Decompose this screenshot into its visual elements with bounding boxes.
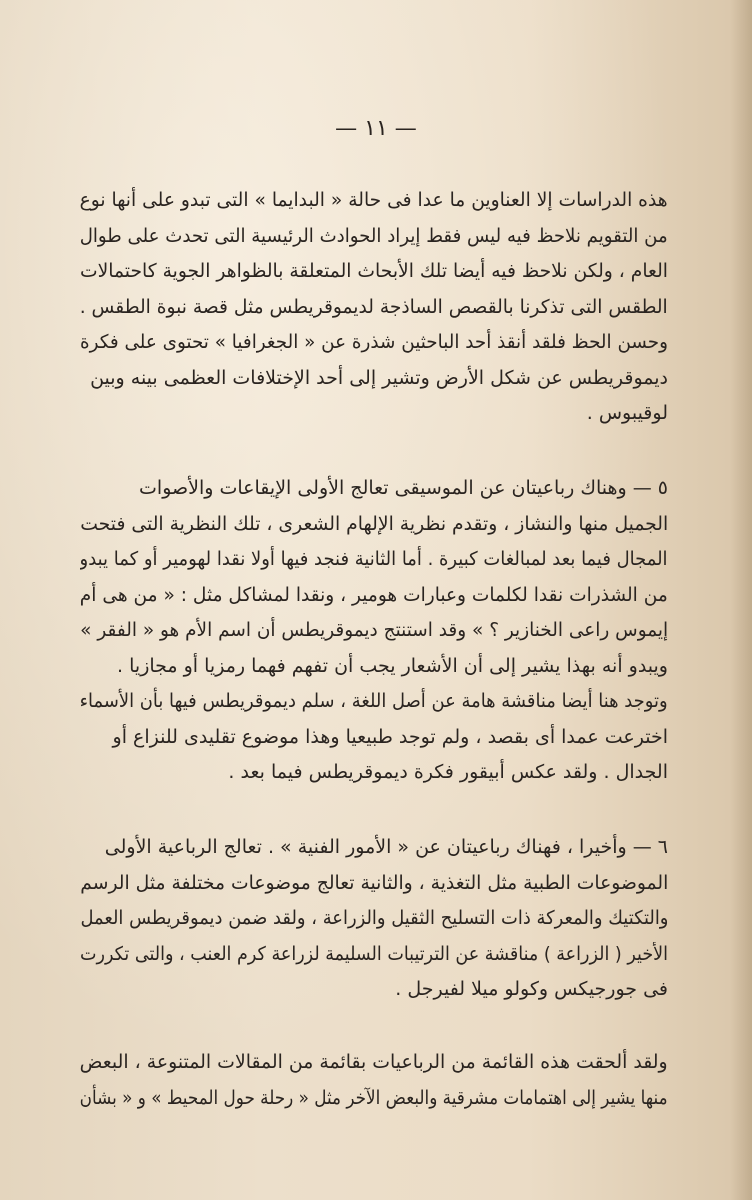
paragraph-1 [80,183,668,432]
text-line: والتكتيك والمعركة ذات التسليح الثقيل والزراعة ، ولقد ضمن ديموقريطس العمل [80,907,668,929]
text-line: اخترعت عمدا أى بقصد ، ولم توجد طبيعيا وهذا موضوع تقليدى للنزاع أو [112,725,668,748]
text-line: الجميل منها والنشاز ، وتقدم نظرية الإلهام الشعرى ، تلك النظرية التى فتحت [80,512,668,535]
text-line: ٥ — وهناك رباعيتان عن الموسيقى تعالج الأولى الإيقاعات والأصوات [139,477,668,499]
paragraph-4 [80,1045,668,1116]
text-line: الموضوعات الطبية مثل التغذية ، والثانية تعالج موضوعات مختلفة مثل الرسم [80,871,668,894]
text-line: من الشذرات نقدا لكلمات وعبارات هومير ، ونقدا لمشاكل مثل : « من هى أم [80,583,668,606]
text-line: المجال فيما بعد لمبالغات كبيرة . أما الثانية فنجد فيها أولا نقدا لهومير أو كما يبدو [80,548,668,570]
text-line: من التقويم نلاحظ فيه ليس فقط إيراد الحوادث الرئيسية التى تحدث على طوال [80,224,668,247]
text-line: فى جورجيكس وكولو ميلا لفيرجل . [395,978,668,1000]
page-edge-shadow [730,0,752,1200]
text-line: الأخير ( الزراعة ) مناقشة عن الترتيبات السليمة لزراعة كرم العنب ، والتى تكررت [80,942,668,965]
paragraph-3 [80,830,668,1008]
text-line: لوقيبوس . [586,402,668,424]
text-line: منها يشير إلى اهتمامات مشرقية والبعض الآخر مثل « رحلة حول المحيط » و « بشأن [80,1086,668,1109]
text-line: ٦ — وأخيرا ، فهناك رباعيتان عن « الأمور الفنية » . تعالج الرباعية الأولى [104,836,668,858]
page-number: — ١١ — [335,116,417,141]
text-line: وحسن الحظ فلقد أنقذ أحد الباحثين شذرة عن « الجغرافيا » تحتوى على فكرة [80,331,668,353]
text-line: الطقس التى تذكرنا بالقصص الساذجة لديموقريطس مثل قصة نبوة الطقس . [80,295,668,318]
text-line: هذه الدراسات إلا العناوين ما عدا فى حالة « البدايما » التى تبدو على أنها نوع [80,189,668,211]
text-line: ولقد ألحقت هذه القائمة من الرباعيات بقائمة من المقالات المتنوعة ، البعض [80,1051,668,1073]
text-line: ديموقريطس عن شكل الأرض وتشير إلى أحد الإختلافات العظمى بينه وبين [90,366,668,389]
text-line: الجدال . ولقد عكس أبيقور فكرة ديموقريطس فيما بعد . [228,761,668,783]
text-line: وتوجد هنا أيضا مناقشة هامة عن أصل اللغة ، سلم ديموقريطس فيها بأن الأسماء [80,690,668,712]
paragraph-2 [80,471,668,791]
text-line: ويبدو أنه بهذا يشير إلى أن الأشعار يجب أن تفهم فهما رمزيا أو مجازيا . [117,654,668,677]
text-line: إيموس راعى الخنازير ؟ » وقد استنتج ديموقريطس أن اسم الأم هو « الفقر » [80,619,668,641]
text-line: العام ، ولكن نلاحظ فيه أيضا تلك الأبحاث المتعلقة بالظواهر الجوية كاحتمالات [80,260,668,282]
